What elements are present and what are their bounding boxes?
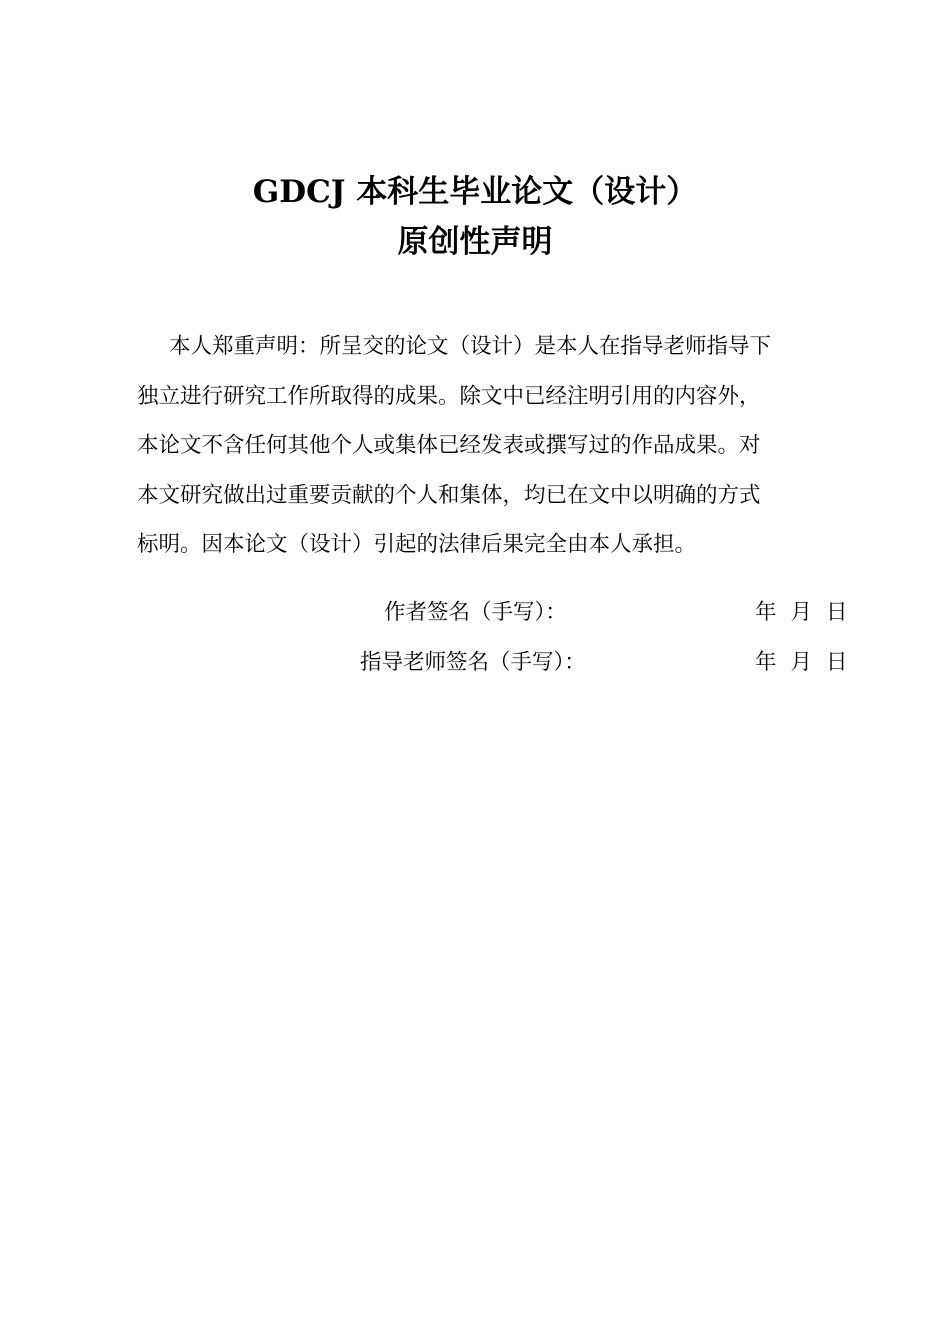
page-title: GDCJ 本科生毕业论文（设计） (252, 174, 698, 210)
author-signature-label: 作者签名（手写）： (384, 600, 567, 625)
page-subtitle: 原创性声明 (397, 224, 553, 260)
advisor-signature-label: 指导老师签名（手写）： (360, 650, 586, 675)
author-date (755, 598, 848, 628)
declaration-line: 标明。因本论文（设计）引起的法律后果完全由本人承担。 (137, 532, 697, 557)
date-day-label: 日 (826, 650, 848, 675)
date-year-label: 年 (755, 650, 777, 675)
declaration-line: 独立进行研究工作所取得的成果。除文中已经注明引用的内容外， (137, 383, 761, 409)
declaration-line: 本论文不含任何其他个人或集体已经发表或撰写过的作品成果。对 (137, 433, 761, 458)
date-month-label: 月 (790, 650, 813, 675)
date-month-label: 月 (790, 600, 813, 625)
advisor-date (755, 648, 848, 678)
declaration-line: 本人郑重声明：所呈交的论文（设计）是本人在指导老师指导下 (169, 334, 772, 359)
date-day-label: 日 (826, 600, 848, 625)
declaration-paragraph (137, 322, 847, 570)
declaration-line: 本文研究做出过重要贡献的个人和集体，均已在文中以明确的方式 (137, 482, 761, 508)
date-year-label: 年 (755, 600, 777, 625)
